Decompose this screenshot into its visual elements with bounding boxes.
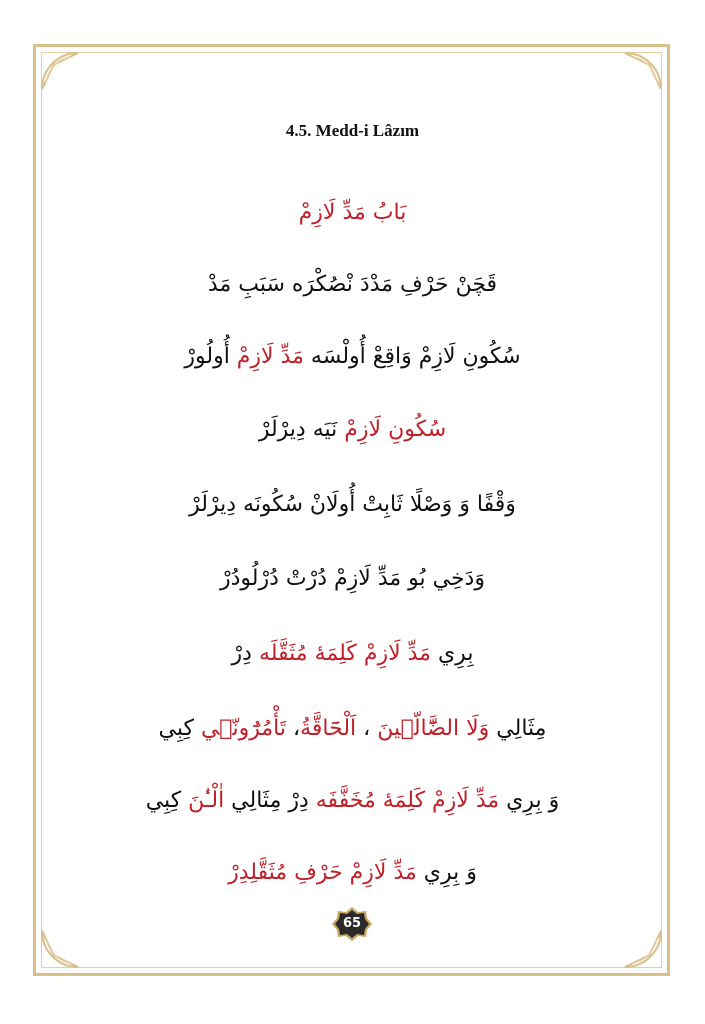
line-segment: مِثَالِي (489, 716, 547, 741)
line-segment: ، (286, 716, 301, 741)
line-segment: مَدِّ لَازِمْ كَلِمَهٔ مُخَفَّفَه (315, 788, 500, 813)
line-segment: وَ بِرِي (499, 788, 560, 813)
text-line (80, 712, 625, 746)
text-line (80, 340, 625, 374)
line-segment: وَقْفًا وَ وَصْلًا ثَابِتْ أُولَانْ سُكُونَه دِيرْلَرْ (189, 492, 516, 517)
line-segment: وَلَا الضَّٓالّ۪ينَ (377, 716, 490, 741)
corner-ornament-icon (40, 51, 80, 91)
corner-ornament-icon (623, 51, 663, 91)
line-segment: كِبِي (145, 788, 189, 813)
line-segment: وَ بِرِي (416, 860, 477, 885)
line-segment: اٰلْـٰٔنَ (188, 788, 225, 813)
line-segment: تَأْمُرُٓونّ۪ي (200, 716, 287, 741)
corner-ornament-icon (623, 929, 663, 969)
line-segment: أُولُورْ (184, 344, 237, 369)
line-segment: مَدِّ لَازِمْ حَرْفِ مُثَقَّلِدِرْ (228, 860, 417, 885)
line-segment: قَچَنْ حَرْفِ مَدْدَ نْصُكْرَه سَبَبِ مَدْ (207, 272, 498, 297)
line-segment: مَدِّ لَازِمْ (236, 344, 304, 369)
text-line (80, 562, 625, 596)
corner-ornament-icon (40, 929, 80, 969)
page-number: 65 (342, 916, 362, 931)
line-segment: دِرْ (231, 641, 259, 666)
text-line (80, 784, 625, 818)
line-segment: سُكُونِ لَازِمْ وَاقِعْ أُولْسَه (303, 344, 521, 369)
line-segment: بِرِي (430, 641, 474, 666)
line-segment: اَلْحَٓاقَّةُ (300, 716, 357, 741)
text-line (80, 413, 625, 447)
line-segment: وَدَخِي بُو مَدِّ لَازِمْ دُرْتْ دُرْلُودُرْ (220, 566, 485, 591)
text-line (80, 856, 625, 890)
line-segment: نَيَه دِيرْلَرْ (258, 417, 345, 442)
line-segment: كِبِي (158, 716, 201, 741)
section-heading: 4.5. Medd-i Lâzım (285, 121, 420, 140)
line-segment: سُكُونِ لَازِمْ (344, 417, 447, 442)
line-segment: بَابُ مَدِّ لَازِمْ (298, 200, 407, 225)
text-line (80, 196, 625, 230)
line-segment: مَدِّ لَازِمْ كَلِمَهٔ مُثَقَّلَه (258, 641, 431, 666)
text-line (80, 268, 625, 302)
text-line (80, 488, 625, 522)
text-line (80, 637, 625, 671)
line-segment: دِرْ مِثَالِي (224, 788, 316, 813)
line-segment: ، (356, 716, 378, 741)
